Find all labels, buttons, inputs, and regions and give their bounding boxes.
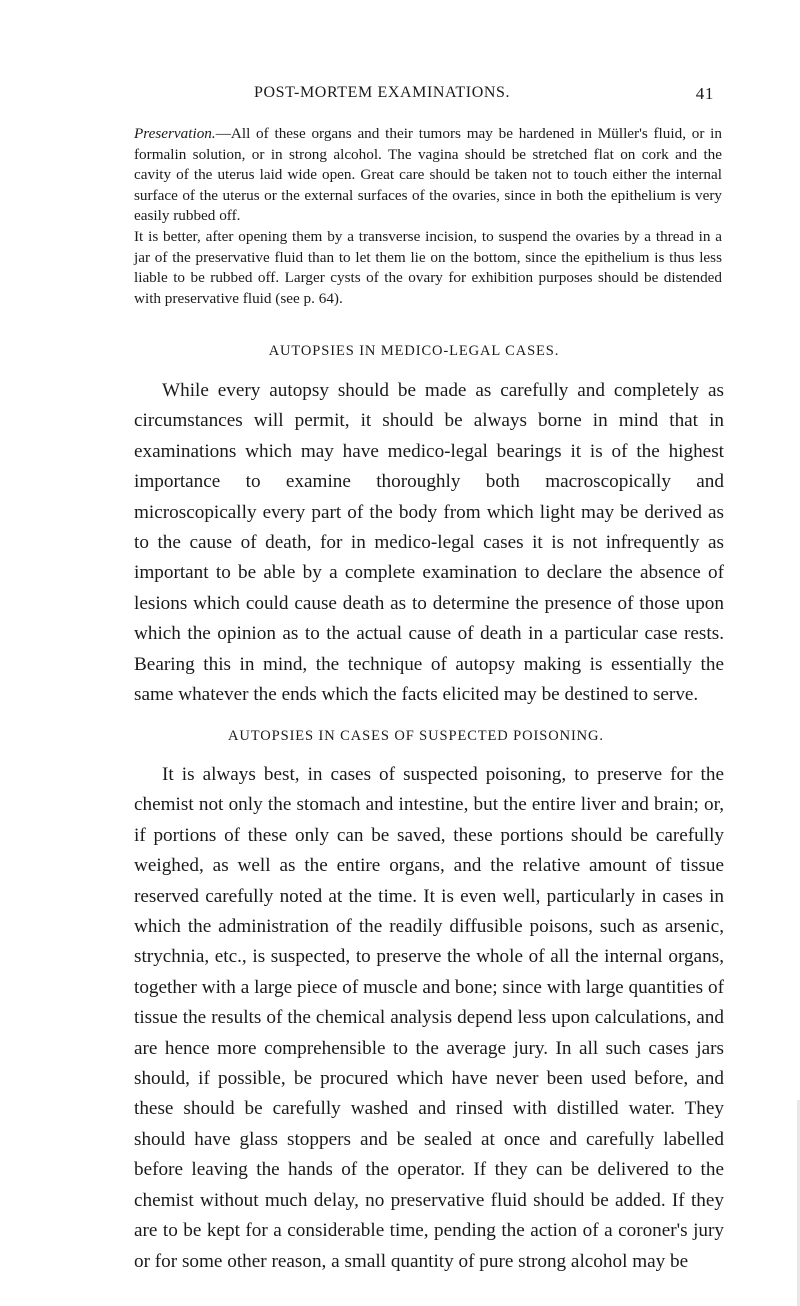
poisoning-heading: AUTOPSIES IN CASES OF SUSPECTED POISONING. [228, 728, 604, 744]
ovary-suspension-paragraph: It is better, after opening them by a transverse incision, to suspend the ovaries by a thread in a jar of the preservative fluid than to let them lie on the bottom, since the epithelium is thus less liable to be rubbed off. Larger cysts of the ovary for exhibition purposes should be distended with preservative fluid (see p. 64). [134, 227, 722, 307]
page-number: 41 [695, 84, 714, 103]
medico-legal-paragraph: While every autopsy should be made as carefully and completely as circumstances will permit, it should be always borne in mind that in examinations which may have medico-legal bearings it is of the highest importance to examine thoroughly both macroscopically and microscopically every part of the body from which light may be derived as to the cause of death, for in medico-legal cases it is not infrequently as important to be able by a complete examination to declare the absence of lesions which could cause death as to determine the presence of those upon which the opinion as to the actual cause of death in a particular case rests. Bearing this in mind, the technique of autopsy making is essentially the same whatever the ends which the facts elicited may be destined to serve. [134, 380, 724, 706]
running-title: POST-MORTEM EXAMINATIONS. [254, 84, 511, 101]
preservation-run-in: Preservation. [134, 125, 216, 142]
poisoning-body [134, 760, 724, 1277]
medico-legal-body [134, 376, 724, 710]
running-head [204, 84, 714, 110]
preservation-paragraph [134, 124, 722, 227]
poisoning-paragraph: It is always best, in cases of suspected poisoning, to preserve for the chemist not only the stomach and intestine, but the entire liver and brain; or, if portions of these only can be saved, these portions should be carefully weighed, as well as the entire organs, and the relative amount of tissue reserved carefully noted at the time. It is even well, particularly in cases in which the administration of the readily diffusible poisons, such as arsenic, strychnia, etc., is suspected, to preserve the whole of all the internal organs, together with a large piece of muscle and bone; since with large quantities of tissue the results of the chemical analysis depend less upon calculations, and are hence more comprehensible to the average jury. In all such cases jars should, if possible, be procured which have never been used before, and these should be carefully washed and rinsed with distilled water. They should have glass stoppers and be sealed at once and carefully labelled before leaving the hands of the operator. If they can be delivered to the chemist without much delay, no preservative fluid should be added. If they are to be kept for a considerable time, pending the action of a coroner's jury or for some other reason, a small quantity of pure strong alcohol may be [134, 764, 724, 1272]
medico-legal-heading: AUTOPSIES IN MEDICO-LEGAL CASES. [268, 343, 560, 359]
preservation-notes [134, 124, 722, 309]
preservation-text: —All of these organs and their tumors may be hardened in Müller's fluid, or in formalin solution, or in strong alcohol. The vagina should be stretched flat on cork and the cavity of the uterus laid wide open. Great care should be taken not to touch either the internal surface of the uterus or the external surfaces of the ovaries, since in both the epithelium is very easily rubbed off. [134, 125, 722, 225]
